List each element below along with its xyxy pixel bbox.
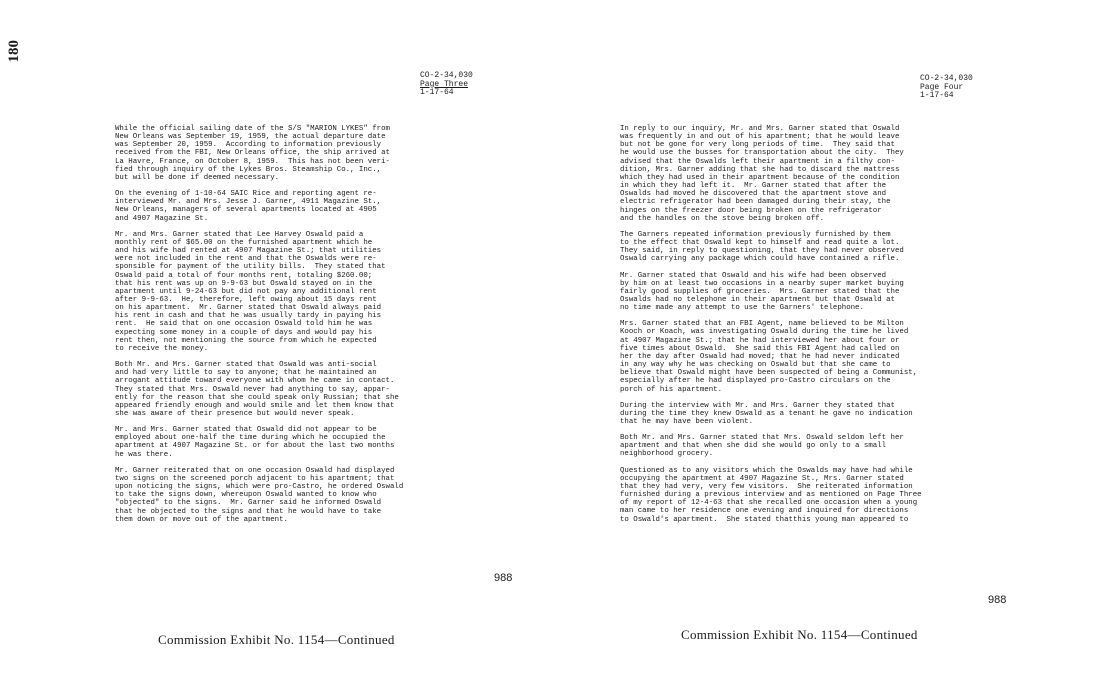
left-paragraph-3: Mr. and Mrs. Garner stated that Lee Harvey Oswald paid a monthly rent of $65.00 on the furnished apartment which he and his wife had rented at 4907 Magazine St.; that utilities were not included in the rent and that the Oswalds were re- sponsible for payment of the utility bills. They stated that Oswald paid a total of four months rent, totaling $260.00; that his rent was up on 9-9-63 but Oswald stayed on in the apartment until 9-24-63 but did not pay any additional rent after 9-9-63. He, therefore, left owing about 15 days rent on his apartment. Mr. Garner stated that Oswald always paid his rent in cash and that he was usually tardy in paying his rent. He said that on one occasion Oswald told him he was expecting some money in a couple of days and would pay his rent then, not mentioning the source from which he expected to receive the money. <box>115 230 386 353</box>
right-paragraph-6: Both Mr. and Mrs. Garner stated that Mrs. Oswald seldom left her apartment and that when she did she would go only to a small neighborhood grocery. <box>620 434 904 459</box>
left-paragraph-5: Mr. and Mrs. Garner stated that Oswald did not appear to be employed about one-half the time during which he occupied the apartment at 4907 Magazine St. or for about the last two months he was there. <box>115 426 395 459</box>
right-paragraph-2: The Garners repeated information previously furnished by them to the effect that Oswald kept to himself and read quite a lot. They said, in reply to questioning, that they had never observed Oswald carrying any package which could have contained a rifle. <box>620 230 904 264</box>
right-file-number: CO-2-34,030 <box>920 74 973 83</box>
right-body-text <box>620 125 985 532</box>
left-file-reference <box>420 72 473 98</box>
right-file-date: 1-17-64 <box>920 91 954 101</box>
left-page-label: Page Three <box>420 79 469 89</box>
left-exhibit-label: Commission Exhibit No. 1154—Continued <box>158 632 395 647</box>
right-paragraph-1: In reply to our inquiry, Mr. and Mrs. Garner stated that Oswald was frequently in and out of his apartment; that he would leave but not be gone for very long periods of time. They said that he would use the busses for transportation about the city. They advised that the Oswalds left their apartment in a filthy con- dition, Mrs. Garner adding that she had to discard the mattress which they had used in their apartment because of the condition in which they had left it. Mr. Garner stated that after the Oswalds had moved he discovered that the apartment stove and electric refrigerator had been damaged during their stay, the hinges on the freezer door being broken on the refrigerator and the handles on the stove being broken off. <box>620 125 904 223</box>
left-footer-number: 988 <box>494 572 513 584</box>
left-body-text <box>115 125 495 532</box>
left-paragraph-6: Mr. Garner reiterated that on one occasion Oswald had displayed two signs on the screened porch adjacent to his apartment; that upon noticing the signs, which were pro-Castro, he ordered Oswald to take the signs down, whereupon Oswald wanted to know who "objected" to the signs. Mr. Garner said he informed Oswald that he objected to the signs and that he would have to take them down or move out of the apartment. <box>115 466 404 524</box>
right-paragraph-4: Mrs. Garner stated that an FBI Agent, name believed to be Milton Kooch or Koach, was investigating Oswald during the time he lived at 4907 Magazine St.; that he had interviewed her about four or five times about Oswald. She said this FBI Agent had called on her the day after Oswald had moved; that he had never indicated in any way why he was checking on Oswald but that she came to believe that Oswald might have been suspected of being a Communist, especially after he had displayed pro-Castro circulars on the porch of his apartment. <box>620 320 918 394</box>
right-page-label: Page Four <box>920 82 964 92</box>
right-paragraph-3: Mr. Garner stated that Oswald and his wife had been observed by him on at least two occasions in a nearby super market buying fairly good supplies of groceries. Mrs. Garner stated that the Oswalds had no telephone in their apartment but that Oswald at no time made any attempt to use the Garners' telephone. <box>620 271 904 313</box>
margin-page-number: 180 <box>6 40 22 63</box>
left-paragraph-1: While the official sailing date of the S/S "MARION LYKES" from New Orleans was September 19, 1959, the actual departure date was September 20, 1959. According to information previously received from the FBI, New Orleans office, the ship arrived at La Havre, France, on October 8, 1959. This has not been veri- fied through inquiry of the Lykes Bros. Steamship Co., Inc., but will be done if deemed necessary. <box>115 125 390 182</box>
left-file-number: CO-2-34,030 <box>420 71 473 80</box>
right-paragraph-5: During the interview with Mr. and Mrs. Garner they stated that during the time they knew Oswald as a tenant he gave no indication that he may have been violent. <box>620 401 913 426</box>
left-file-date: 1-17-64 <box>420 88 454 98</box>
right-footer-number: 988 <box>988 594 1007 606</box>
right-exhibit-label: Commission Exhibit No. 1154—Continued <box>681 627 918 642</box>
right-file-reference <box>920 75 973 101</box>
left-paragraph-4: Both Mr. and Mrs. Garner stated that Oswald was anti-social and had very little to say to anyone; that he maintained an arrogant attitude toward everyone with whom he came in contact. They stated that Mrs. Oswald never had anything to say, appar- ently for the reason that she could speak only Russian; that she appeared friendly enough and would smile and let them know that she was aware of their presence but would never speak. <box>115 361 399 418</box>
right-paragraph-7: Questioned as to any visitors which the Oswalds may have had while occupying the apartment at 4907 Magazine St., Mrs. Garner stated that they had very, very few visitors. She reiterated information furnished during a previous interview and as mentioned on Page Three of my report of 12-4-63 that she recalled one occasion when a young man came to her residence one evening and inquired for directions to Oswald's apartment. She stated thatthis young man appeared to <box>620 466 922 524</box>
left-paragraph-2: On the evening of 1-10-64 SAIC Rice and reporting agent re- interviewed Mr. and Mrs. Jesse J. Garner, 4911 Magazine St., New Orleans, managers of several apartments located at 4905 and 4907 Magazine St. <box>115 190 382 223</box>
